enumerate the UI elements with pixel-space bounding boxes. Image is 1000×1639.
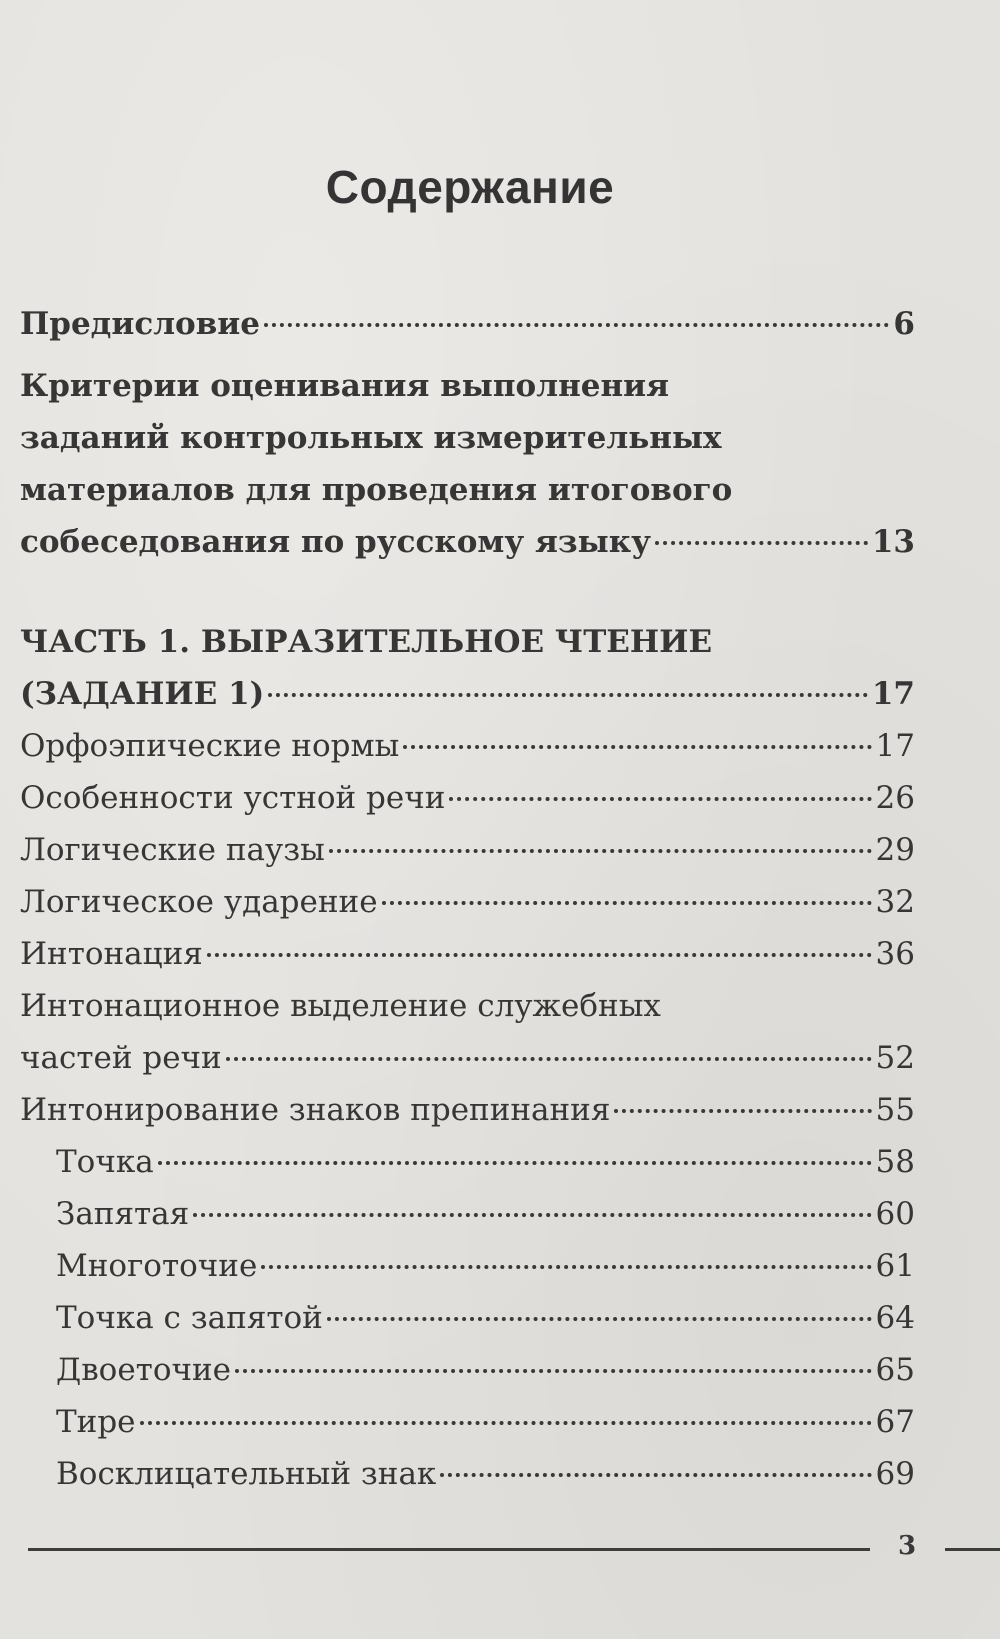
toc-sub-entry[interactable] <box>20 1188 915 1240</box>
dot-leader <box>235 1369 872 1373</box>
toc-entry-label: Двоеточие <box>56 1352 231 1388</box>
toc-entry-service-parts[interactable] <box>20 980 915 1084</box>
toc-entry-label-line: материалов для проведения итогового <box>20 472 733 508</box>
footer-rule <box>28 1548 870 1551</box>
toc-entry-label-line: частей речи <box>20 1040 222 1076</box>
toc-entry-label: Точка с запятой <box>56 1300 323 1336</box>
toc-entry-label: Логические паузы <box>20 832 325 868</box>
dot-leader <box>449 797 871 801</box>
toc-page-number: 6 <box>893 306 915 342</box>
toc-page-number: 17 <box>871 676 915 712</box>
toc-sub-entry[interactable] <box>20 1396 915 1448</box>
dot-leader <box>140 1421 872 1425</box>
dot-leader <box>268 693 868 697</box>
dot-leader <box>327 1317 872 1321</box>
toc-page-number: 29 <box>875 832 915 868</box>
toc-entry-label: Интонирование знаков препинания <box>20 1092 611 1128</box>
dot-leader <box>440 1473 871 1477</box>
toc-page-number: 32 <box>875 884 915 920</box>
toc-entry-label: Тире <box>56 1404 136 1440</box>
dot-leader <box>207 953 872 957</box>
toc-entry-label: Точка <box>56 1144 154 1180</box>
toc-entry-criteria[interactable] <box>20 360 915 568</box>
toc-sub-entry[interactable] <box>20 1240 915 1292</box>
toc-entry-label-line: Интонационное выделение служебных <box>20 988 661 1024</box>
toc-page-number: 58 <box>875 1144 915 1180</box>
toc-page-number: 36 <box>875 936 915 972</box>
spacer <box>20 568 915 616</box>
toc-page-number: 60 <box>875 1196 915 1232</box>
dot-leader <box>329 849 872 853</box>
toc-page-number: 61 <box>875 1248 915 1284</box>
toc-entry-label-line: заданий контрольных измерительных <box>20 420 722 456</box>
dot-leader <box>382 901 872 905</box>
toc-entry-label: Многоточие <box>56 1248 258 1284</box>
toc-part-heading: ЧАСТЬ 1. ВЫРАЗИТЕЛЬНОЕ ЧТЕНИЕ <box>20 624 713 660</box>
toc-page-number: 52 <box>875 1040 915 1076</box>
dot-leader <box>193 1213 871 1217</box>
dot-leader <box>614 1109 871 1113</box>
toc-page-number: 26 <box>875 780 915 816</box>
page-title: Содержание <box>325 161 615 213</box>
toc-page-number: 69 <box>875 1456 915 1492</box>
table-of-contents <box>20 298 915 1500</box>
toc-sub-entry[interactable] <box>20 1292 915 1344</box>
toc-entry-label: Особенности устной речи <box>20 780 446 816</box>
toc-entry-label-line: Критерии оценивания выполнения <box>20 368 670 404</box>
toc-entry-part1[interactable] <box>20 616 915 720</box>
toc-entry-label: Запятая <box>56 1196 190 1232</box>
toc-sub-entry[interactable] <box>20 1136 915 1188</box>
toc-entry[interactable] <box>20 876 915 928</box>
toc-page-number: 55 <box>875 1092 915 1128</box>
toc-part-heading: (ЗАДАНИЕ 1) <box>20 676 265 712</box>
footer-rule <box>945 1548 1000 1551</box>
toc-entry-label: Интонация <box>20 936 203 972</box>
page-number: 3 <box>897 1531 917 1561</box>
toc-entry-label: Восклицательный знак <box>56 1456 437 1492</box>
dot-leader <box>158 1161 872 1165</box>
toc-page-number: 13 <box>871 524 915 560</box>
toc-sub-entry[interactable] <box>20 1344 915 1396</box>
toc-entry-label: Предисловие <box>20 306 260 342</box>
spacer <box>20 350 915 360</box>
toc-entry-label: Логическое ударение <box>20 884 378 920</box>
dot-leader <box>226 1057 872 1061</box>
dot-leader <box>403 745 871 749</box>
toc-page-number: 64 <box>875 1300 915 1336</box>
toc-page-number: 17 <box>875 728 915 764</box>
toc-entry-label-line: собеседования по русскому языку <box>20 524 651 560</box>
toc-entry-punctuation[interactable] <box>20 1084 915 1136</box>
dot-leader <box>264 323 889 327</box>
toc-entry[interactable] <box>20 720 915 772</box>
toc-page-number: 65 <box>875 1352 915 1388</box>
toc-entry[interactable] <box>20 928 915 980</box>
toc-entry-preface[interactable] <box>20 298 915 350</box>
toc-entry[interactable] <box>20 772 915 824</box>
dot-leader <box>261 1265 871 1269</box>
toc-entry-label: Орфоэпические нормы <box>20 728 400 764</box>
toc-page-number: 67 <box>875 1404 915 1440</box>
dot-leader <box>655 541 868 545</box>
toc-entry[interactable] <box>20 824 915 876</box>
toc-sub-entry[interactable] <box>20 1448 915 1500</box>
